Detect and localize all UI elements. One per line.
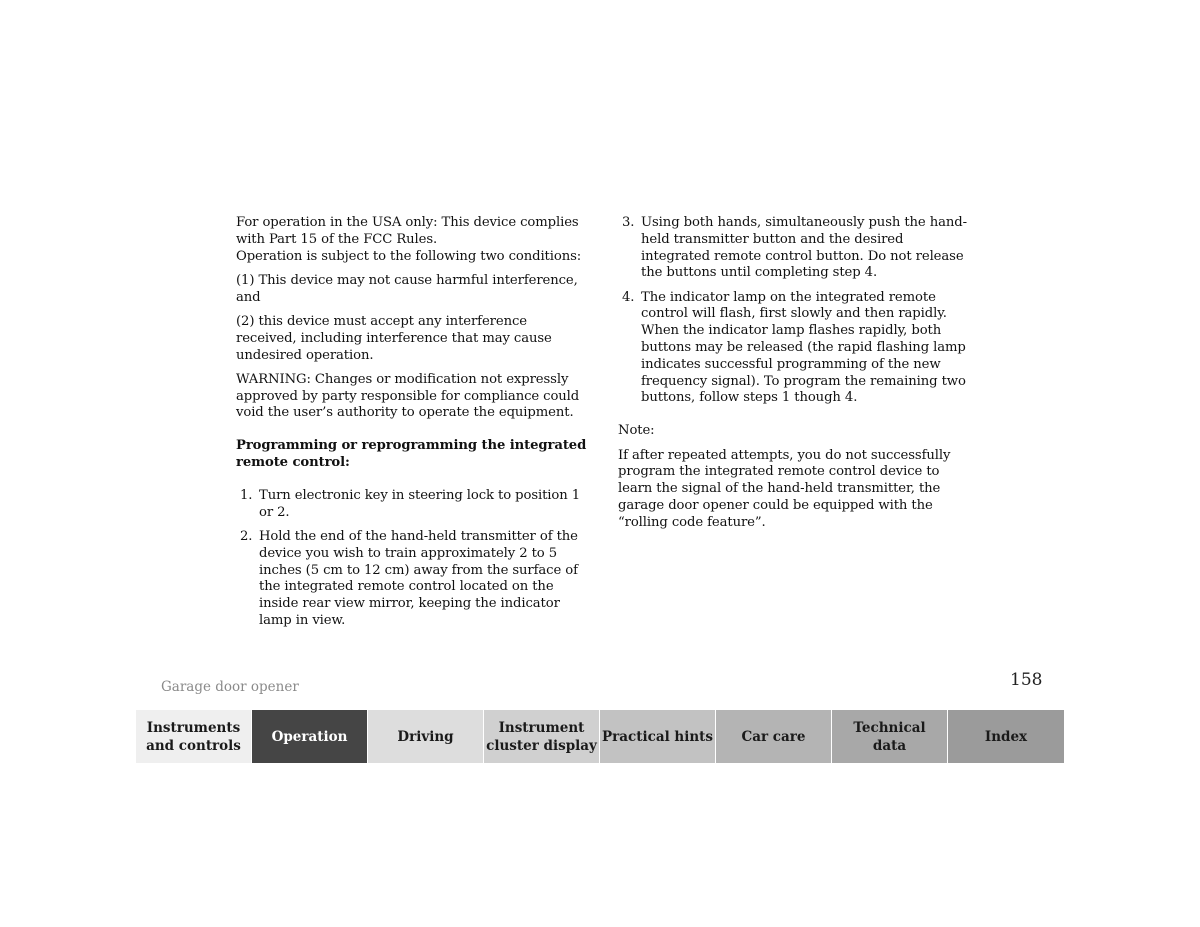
step-text: Hold the end of the hand-held transmitter of the device you wish to train approximately 2 to 5 inches (5 cm to 12 cm) away from the surface of the integrated remote control located on the inside rear view mirror, keeping the indicator lamp in view. (259, 528, 578, 628)
warning-paragraph: WARNING: Changes or modification not expressly approved by party responsible for compliance could void the user’s authority to operate the equipment. (236, 371, 580, 421)
right-column (618, 215, 970, 539)
steps-list-left (236, 488, 588, 630)
tab-technical-data[interactable] (832, 710, 948, 763)
step-item (618, 290, 970, 408)
tab-car-care[interactable] (716, 710, 832, 763)
tab-label: Technical data (853, 719, 926, 754)
note-label: Note: (618, 423, 655, 439)
note-text: If after repeated attempts, you do not successfully program the integrated remote control device to learn the signal of the hand-held transmitter, the garage door opener could be equipped with the “rolling code feature”. (618, 447, 951, 530)
fcc-line-2: with Part 15 of the FCC Rules. (236, 231, 438, 247)
step-item (236, 529, 588, 630)
step-number: 3. (622, 215, 635, 230)
condition-1: (1) This device may not cause harmful interference, and (236, 272, 578, 305)
step-text: Turn electronic key in steering lock to position 1 or 2. (259, 487, 581, 520)
tab-label: Driving (397, 728, 454, 745)
step-item (618, 215, 970, 282)
condition-2: (2) this device must accept any interference received, including interference that may cause undesired operation. (236, 313, 552, 363)
tab-label: Instrument cluster display (486, 719, 597, 754)
step-number: 4. (622, 289, 635, 305)
tab-label: Index (984, 728, 1028, 745)
tab-label: Instruments and controls (146, 719, 241, 754)
step-number: 1. (240, 487, 253, 503)
tab-index[interactable] (948, 710, 1064, 763)
tab-driving[interactable] (368, 710, 484, 763)
left-column (236, 215, 588, 637)
page-number: 158 (1010, 670, 1043, 690)
tab-instrument-cluster-display[interactable] (484, 710, 600, 763)
tab-practical-hints[interactable] (600, 710, 716, 763)
tab-label: Operation (271, 728, 348, 745)
section-title: Garage door opener (161, 679, 299, 695)
fcc-line-1: For operation in the USA only: This device complies (236, 215, 579, 230)
tab-instruments-and-controls[interactable] (136, 710, 252, 763)
step-text: The indicator lamp on the integrated remote control will flash, first slowly and then rapidly. When the indicator lamp flashes rapidly, both buttons may be released (the rapid flashing lamp indicates successful programming of the new frequency signal). To program the remaining two buttons, follow steps 1 though 4. (641, 289, 966, 406)
steps-list-right (618, 215, 970, 407)
step-item (236, 488, 588, 522)
tab-label: Practical hints (602, 728, 713, 745)
fcc-line-3: Operation is subject to the following two conditions: (236, 248, 582, 264)
chapter-tab-bar (136, 710, 1064, 763)
step-number: 2. (240, 528, 253, 544)
tab-operation[interactable] (252, 710, 368, 763)
step-text: Using both hands, simultaneously push the hand-held transmitter button and the desired integrated remote control button. Do not release the buttons until completing step 4. (641, 215, 967, 281)
programming-heading: Programming or reprogramming the integrated remote control: (236, 438, 587, 471)
tab-label: Car care (741, 728, 806, 745)
